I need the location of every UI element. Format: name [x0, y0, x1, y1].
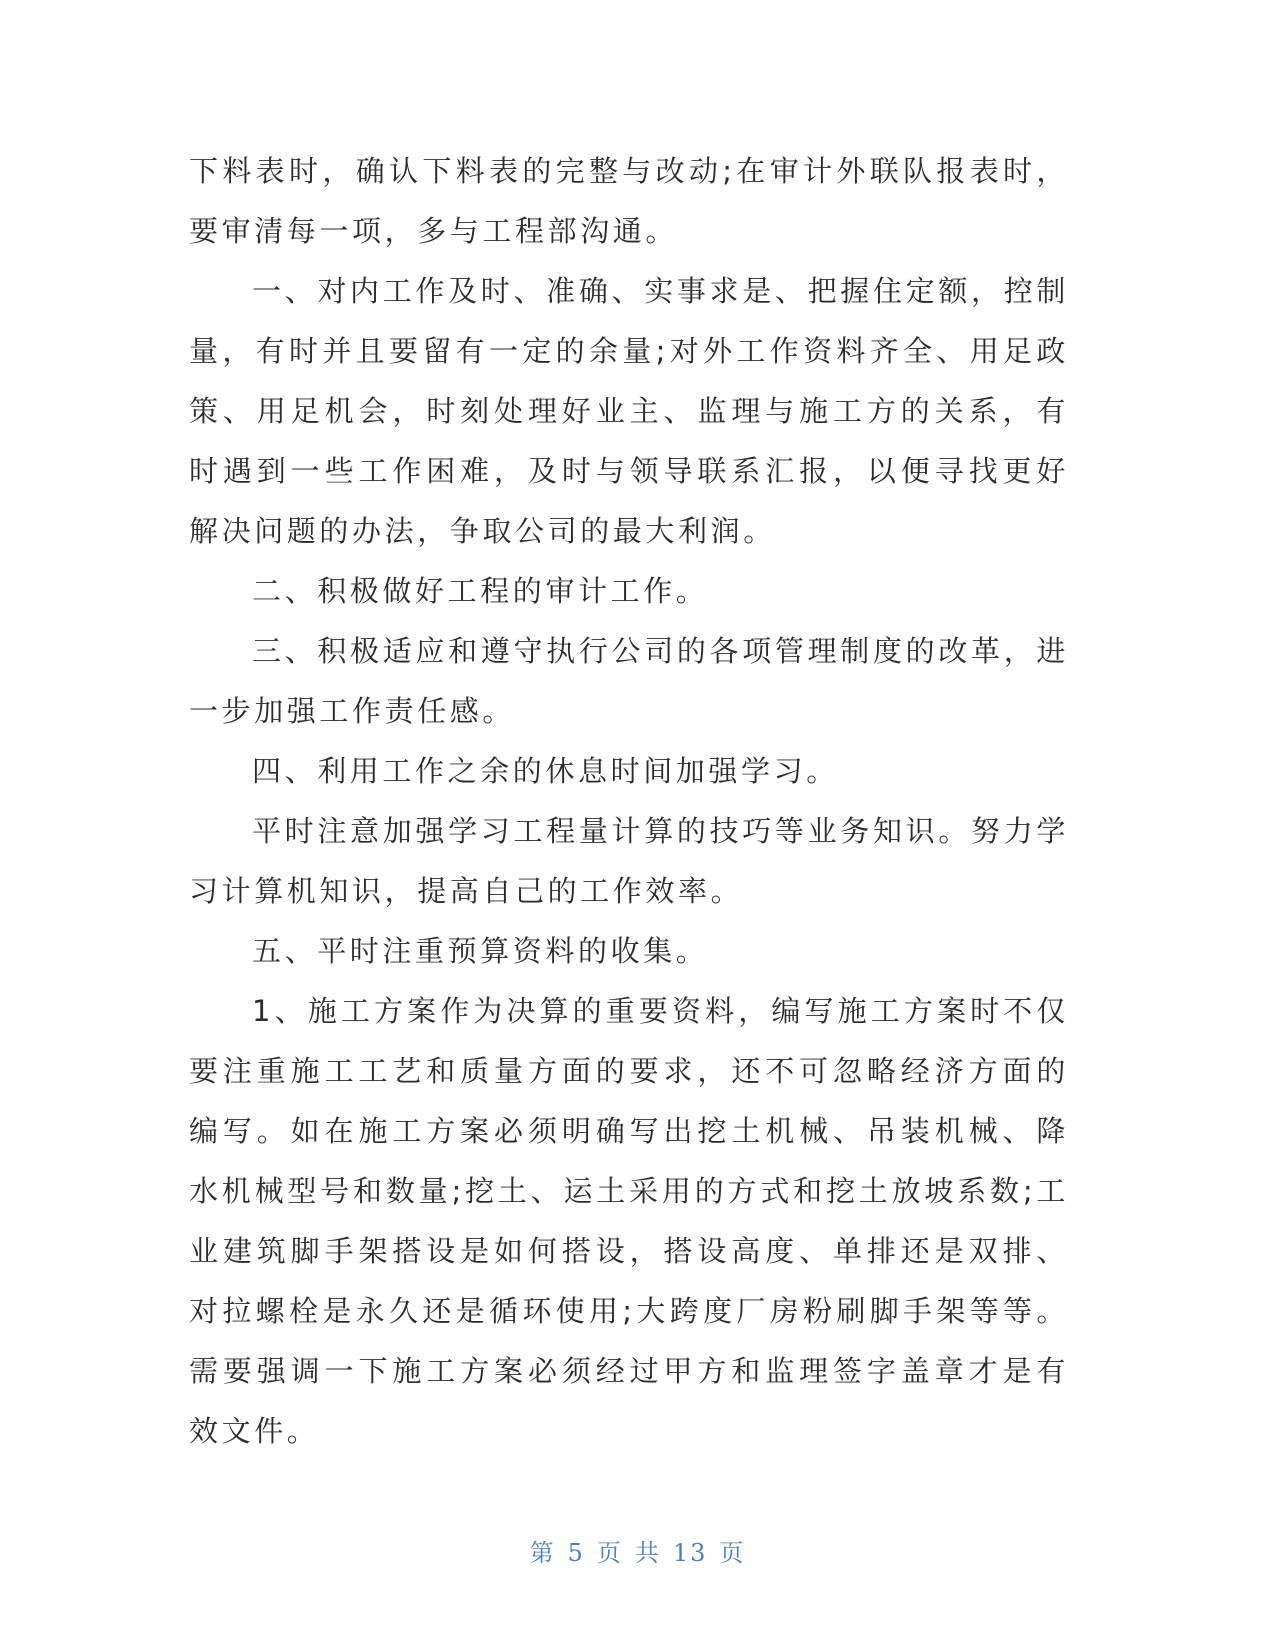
paragraph-continuation: 下料表时，确认下料表的完整与改动;在审计外联队报表时，要审清每一项，多与工程部沟通。 — [189, 154, 1069, 248]
paragraph-subitem-1: 1、施工方案作为决算的重要资料，编写施工方案时不仅要注重施工工艺和质量方面的要求，还不可忽略经济方面的编写。如在施工方案必须明确写出挖土机械、吊装机械、降水机械型号和数量;挖土、运土采用的方式和挖土放坡系数;工业建筑脚手架搭设是如何搭设，搭设高度、单排还是双排、对拉螺栓是永久还是循环使用;大跨度厂房粉刷脚手架等等。需要强调一下施工方案必须经过甲方和监理签字盖章才是有效文件。 — [189, 994, 1069, 1448]
footer-page-prefix: 第 — [529, 1539, 556, 1567]
page-footer — [0, 1533, 1275, 1568]
footer-page-label: 页 — [596, 1539, 623, 1567]
footer-total-pages: 13 — [672, 1539, 708, 1567]
paragraph-item-4: 四、利用工作之余的休息时间加强学习。 — [252, 754, 839, 788]
paragraph-item-1: 一、对内工作及时、准确、实事求是、把握住定额，控制量，有时并且要留有一定的余量;对外工作资料齐全、用足政策、用足机会，时刻处理好业主、监理与施工方的关系，有时遇到一些工作困难，及时与领导联系汇报，以便寻找更好解决问题的办法，争取公司的最大利润。 — [189, 274, 1069, 548]
footer-total-label: 页 — [719, 1539, 746, 1567]
document-body — [189, 141, 1069, 1461]
paragraph-item-5: 五、平时注重预算资料的收集。 — [252, 934, 709, 968]
footer-total-prefix: 共 — [634, 1539, 661, 1567]
paragraph-study-note: 平时注意加强学习工程量计算的技巧等业务知识。努力学习计算机知识，提高自己的工作效率。 — [189, 814, 1069, 908]
paragraph-item-2: 二、积极做好工程的审计工作。 — [252, 574, 709, 608]
footer-current-page: 5 — [567, 1539, 585, 1567]
paragraph-item-3: 三、积极适应和遵守执行公司的各项管理制度的改革，进一步加强工作责任感。 — [189, 634, 1069, 728]
